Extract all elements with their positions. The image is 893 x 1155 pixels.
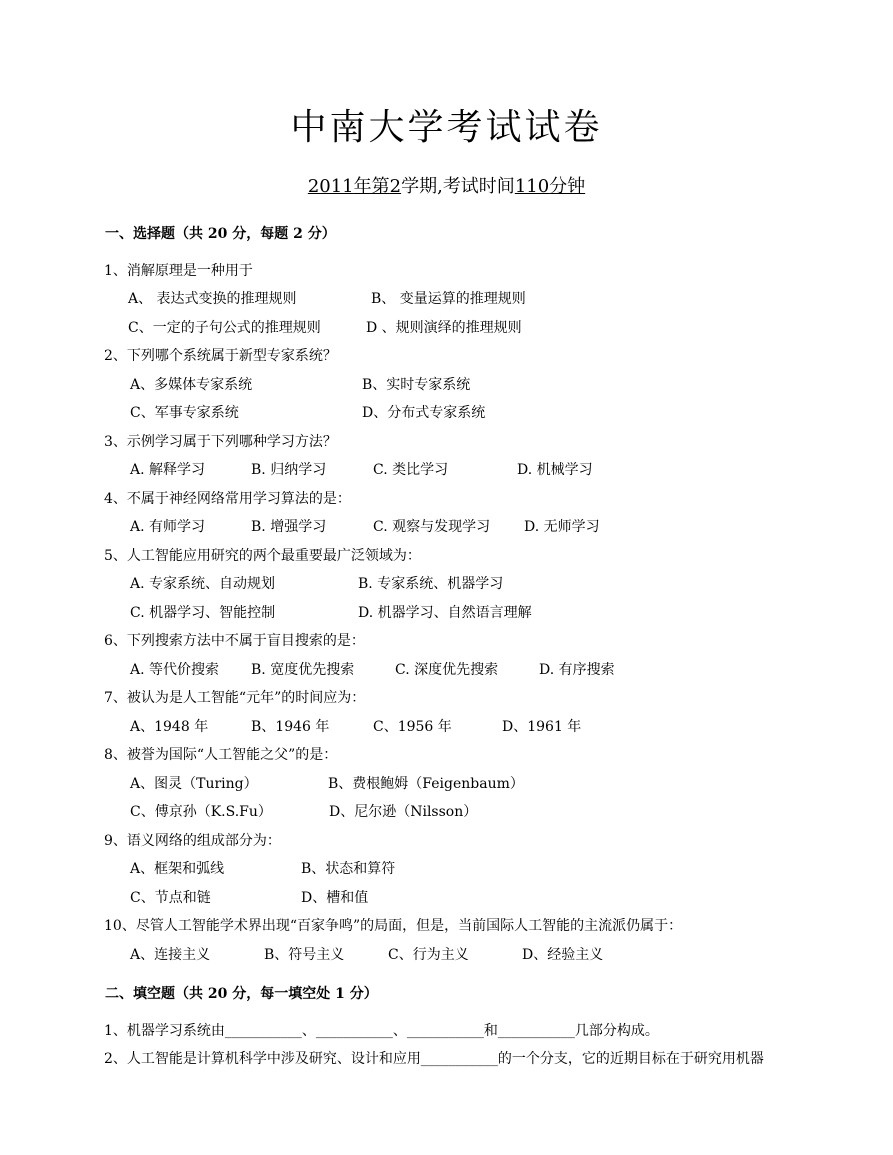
option: D 、规则演绎的推理规则 [366, 320, 522, 336]
option: C、1956 年 [373, 719, 452, 735]
option: C、傅京孙（K.S.Fu） [130, 804, 272, 820]
option: B、1946 年 [251, 719, 330, 735]
option: D. 机械学习 [517, 462, 593, 478]
option: B. 归纳学习 [251, 462, 327, 478]
exam-subtitle [0, 174, 893, 200]
question-stem: 2、下列哪个系统属于新型专家系统？ [104, 348, 337, 364]
option: A、连接主义 [130, 947, 211, 963]
question-stem: 4、不属于神经网络常用学习算法的是： [104, 491, 351, 507]
option: B、实时专家系统 [362, 377, 471, 393]
fill-in-question: 1、机器学习系统由___________、___________、___________和___________几部分构成。 [104, 1023, 659, 1039]
option: C. 类比学习 [373, 462, 449, 478]
minutes-value: 110 [514, 176, 550, 197]
question-stem: 8、被誉为国际“人工智能之父”的是： [104, 747, 338, 763]
section-heading-fill-in: 二、填空题（共 20 分，每一填空处 1 分） [105, 986, 378, 1002]
option: A、框架和弧线 [130, 861, 225, 877]
question-stem: 6、下列搜索方法中不属于盲目搜索的是： [104, 633, 365, 649]
question-stem: 3、示例学习属于下列哪种学习方法？ [104, 434, 337, 450]
section-heading-choice: 一、选择题（共 20 分，每题 2 分） [105, 226, 336, 242]
fill-in-question: 2、人工智能是计算机科学中涉及研究、设计和应用___________的一个分支，它的近期目标在于研究用机器 [104, 1051, 764, 1067]
option: C、行为主义 [388, 947, 469, 963]
option: C、一定的子句公式的推理规则 [128, 320, 321, 336]
option: C. 观察与发现学习 [373, 519, 491, 535]
option: A、多媒体专家系统 [130, 377, 253, 393]
exam-title: 中南大学考试试卷 [290, 107, 603, 148]
option: D、分布式专家系统 [362, 405, 486, 421]
question-stem: 10、尽管人工智能学术界出现“百家争鸣”的局面，但是，当前国际人工智能的主流派仍属于： [104, 918, 683, 934]
question-stem: 1、消解原理是一种用于 [104, 263, 253, 279]
option: D、尼尔逊（Nilsson） [329, 804, 478, 820]
option: A. 等代价搜索 [130, 662, 220, 678]
question-stem: 5、人工智能应用研究的两个最重要最广泛领域为： [104, 548, 421, 564]
option: A、图灵（Turing） [130, 776, 258, 792]
option: B、状态和算符 [301, 861, 396, 877]
question-stem: 7、被认为是人工智能“元年”的时间应为： [104, 690, 366, 706]
option: D、槽和值 [301, 890, 369, 906]
option: A、1948 年 [130, 719, 209, 735]
option: A. 解释学习 [130, 462, 206, 478]
year-label: 年第 [353, 176, 390, 197]
option: C. 深度优先搜索 [395, 662, 499, 678]
option: D、1961 年 [502, 719, 582, 735]
option: D、经验主义 [522, 947, 604, 963]
question-stem: 9、语义网络的组成部分为： [104, 833, 281, 849]
option: D. 无师学习 [524, 519, 600, 535]
option: A、 表达式变换的推理规则 [128, 291, 297, 307]
option: C、军事专家系统 [130, 405, 239, 421]
option: C. 机器学习、智能控制 [130, 605, 276, 621]
term-value: 2 [389, 176, 402, 197]
option: A. 专家系统、自动规划 [130, 576, 276, 592]
option: B. 增强学习 [251, 519, 327, 535]
option: B、符号主义 [264, 947, 345, 963]
option: D. 有序搜索 [539, 662, 615, 678]
option: C、节点和链 [130, 890, 211, 906]
time-label: 考试时间 [442, 176, 515, 197]
option: D. 机器学习、自然语言理解 [358, 605, 532, 621]
option: B、 变量运算的推理规则 [371, 291, 526, 307]
option: B. 专家系统、机器学习 [358, 576, 504, 592]
option: B. 宽度优先搜索 [251, 662, 355, 678]
year-value: 2011 [307, 176, 354, 197]
option: B、费根鲍姆（Feigenbaum） [328, 776, 524, 792]
minutes-label: 分钟 [549, 176, 586, 197]
term-label: 学期, [401, 176, 443, 197]
option: A. 有师学习 [130, 519, 206, 535]
